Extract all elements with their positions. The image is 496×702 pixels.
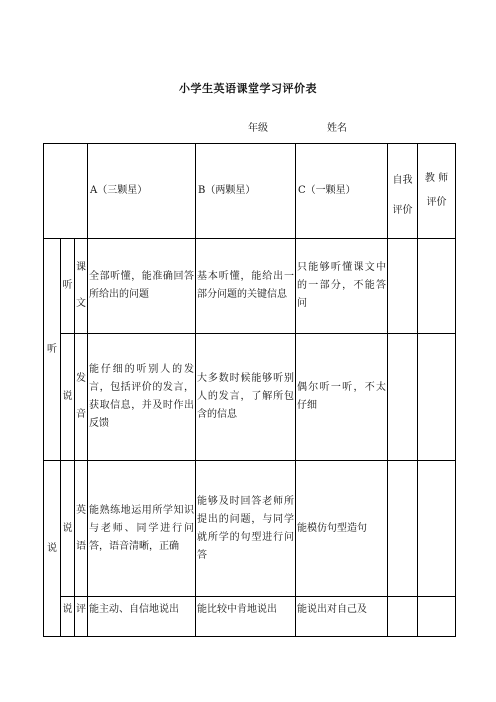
sub-item-char: 文 [76,298,86,309]
level-c-cell: 偶尔听一听，不太仔细 [296,334,388,461]
sub-item-char: 课 [76,262,86,273]
sub-item-cell [75,334,88,461]
evaluation-table [43,143,456,637]
corner-cell [44,144,88,239]
sub-item-cell: 评 [75,597,88,637]
sub-item-char: 语 [76,540,86,552]
teacher-eval-cell[interactable] [418,239,456,334]
name-label: 姓名 [327,123,347,134]
level-b-cell: 大多数时候能够听别人的发言，了解所包含的信息 [196,334,296,461]
table-row [44,461,456,597]
level-a-header: A（三颗星） [88,144,196,239]
sub-item-char: 音 [76,409,86,420]
teacher-eval-cell[interactable] [418,461,456,597]
level-c-cell: 能说出对自己及 [296,597,388,637]
category-cell: 说 [44,461,61,637]
sub-item-cell [75,461,88,597]
level-c-cell: 能模仿句型造句 [296,461,388,597]
page-title: 小学生英语课堂学习评价表 [179,82,317,95]
level-b-cell: 基本听懂，能给出一部分问题的关键信息 [196,239,296,334]
sub-item-char: 发 [76,373,86,384]
level-c-header: C（一颗星） [296,144,388,239]
level-a-cell: 能主动、自信地说出 [88,597,196,637]
self-eval-cell[interactable] [388,239,418,334]
table-row [44,239,456,334]
level-b-cell: 能比较中肯地说出 [196,597,296,637]
lead-cell: 说 [61,597,75,637]
grade-label: 年级 [248,123,268,134]
lead-cell: 听 [61,239,75,334]
self-eval-line-2: 评价 [392,205,413,216]
teacher-eval-header [418,144,456,239]
teacher-eval-cell[interactable] [418,597,456,637]
level-b-header: B（两颗星） [196,144,296,239]
level-a-cell: 能仔细的听别人的发言，包括评价的发言，获取信息，并及时作出反馈 [88,334,196,461]
table-row [44,334,456,461]
teacher-eval-line-1: 教 师 [424,173,449,184]
lead-cell: 说 [61,461,75,597]
level-a-cell: 能熟练地运用所学知识与老师、同学进行问答，语音清晰，正确 [88,461,196,597]
table-row [44,597,456,637]
level-a-cell: 全部听懂，能准确回答所给出的问题 [88,239,196,334]
sub-item-cell [75,239,88,334]
sub-item-char: 英 [76,504,86,516]
header-row [44,144,456,239]
teacher-eval-cell[interactable] [418,334,456,461]
teacher-eval-line-2: 评价 [426,197,447,208]
self-eval-cell[interactable] [388,597,418,637]
self-eval-header [388,144,418,239]
lead-cell: 说 [61,334,75,461]
self-eval-line-1: 自我 [392,175,413,186]
level-b-cell: 能够及时回答老师所提出的问题，与同学就所学的句型进行问答 [196,461,296,597]
level-c-cell: 只能够听懂课文中的一部分，不能答问 [296,239,388,334]
category-cell: 听 [44,239,61,461]
self-eval-cell[interactable] [388,461,418,597]
self-eval-cell[interactable] [388,334,418,461]
